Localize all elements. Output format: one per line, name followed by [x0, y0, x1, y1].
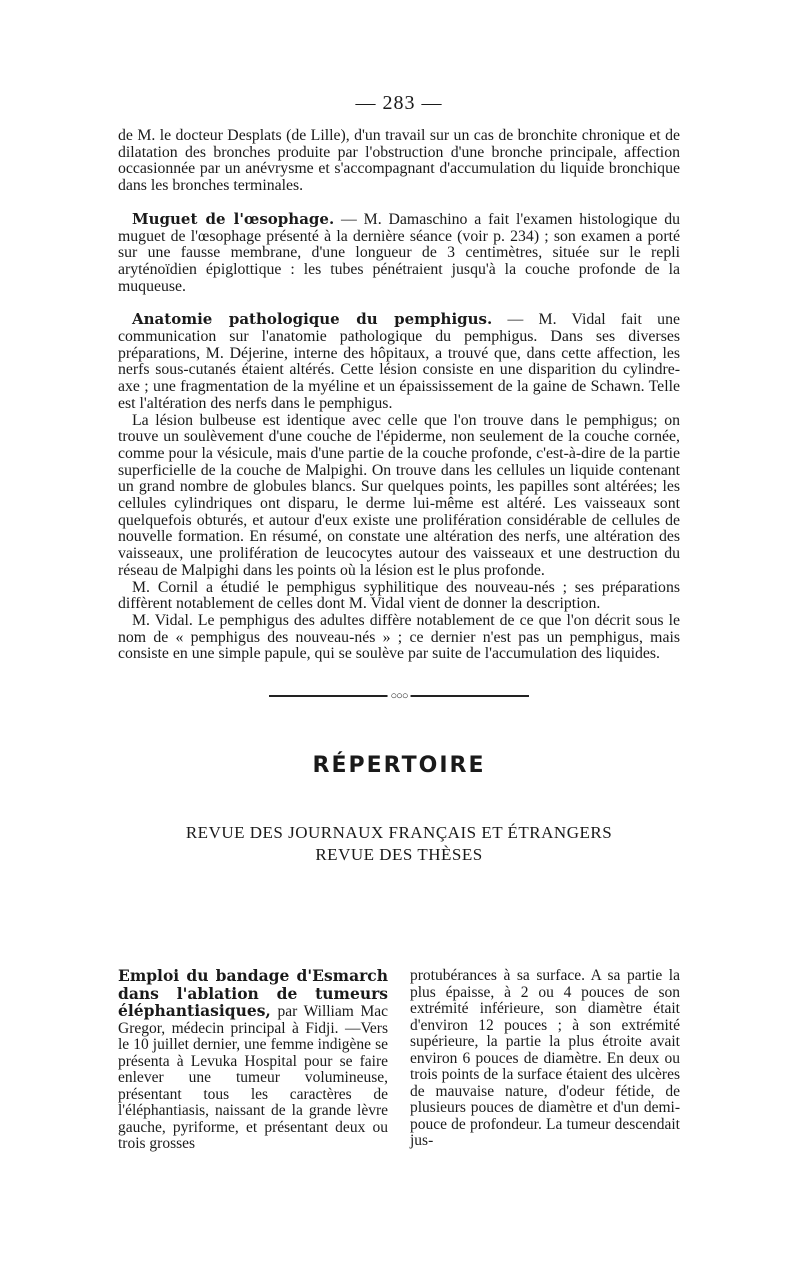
paragraph-desplats: de M. le docteur Desplats (de Lille), d'un travail sur un cas de bronchite chronique et de dilatation des bronches produite par l'obstruction d'une bronche principale, affection occasionnée par un anévrysme et s'accompagnant d'accumulation du liquide bronchique dans les bronches terminales. [118, 127, 680, 195]
text-muguet: — M. Damaschino a fait l'examen histologique du muguet de l'œsophage présenté à la dernière séance (voir p. 234) ; son examen a porté sur une fausse membrane, d'une longueur de 3 centimètres, située sur le repli aryténoïdien épiglottique : les tubes pénétraient jusqu'à la couche profonde de la muqueuse. [118, 210, 680, 295]
text-esmarch: par William Mac Gregor, médecin principal à Fidji. —Vers le 10 juillet dernier, une femme indigène se présenta à Levuka Hospital pour se faire enlever une tumeur volumineuse, présentant tous les caractères de l'éléphantiasis, naissant de la grande lèvre gauche, pyriforme, et présentant deux ou trois grosses [118, 1003, 388, 1152]
subtitle-revue-theses: REVUE DES THÈSES [315, 845, 483, 865]
paragraph-lesion: La lésion bulbeuse est identique avec celle que l'on trouve dans le pemphigus; on trouve un soulèvement d'une couche de l'épiderme, non seulement de la couche cornée, comme pour la vésicule, mais d'une partie de la couche profonde, c'est-à-dire de la partie superficielle de la couche de Malpighi. On trouve dans les cellules un liquide contenant un grand nombre de globules blancs. Sur quelques points, les papilles sont altérées; les cellules cylindriques ont disparu, le derme lui-même est altéré. Les vaisseaux sont quelquefois obturés, et autour d'eux existe une prolifération considérable de cellules de nouvelle formation. En résumé, on constate une altération des nerfs, une altération des vaisseaux, une prolifération de leucocytes autour des vaisseaux et une destruction du réseau de Malpighi dans les points où la lésion est le plus profonde. [118, 411, 680, 579]
subtitle-revue-journaux: REVUE DES JOURNAUX FRANÇAIS ET ÉTRANGERS [185, 823, 613, 843]
page-body [118, 88, 680, 866]
two-column-section [118, 968, 680, 1153]
ornamental-divider [269, 689, 529, 703]
article-esmarch [118, 968, 388, 1153]
section-muguet [118, 211, 680, 296]
column-left [118, 968, 388, 1153]
column-right [410, 968, 680, 1153]
heading-anatomie: Anatomie pathologique du pemphigus. [132, 310, 493, 329]
text-anatomie: — M. Vidal fait une communication sur l'anatomie pathologique du pemphigus. Dans ses diverses préparations, M. Déjerine, interne des hôpitaux, a trouvé que, dans cette affection, les nerfs sous-cutanés étaient altérés. Cette lésion consiste en une disparition du cylindre-axe ; une fragmentation de la myéline et un épaississement de la gaine de Schawn. Telle est l'altération des nerfs dans le pemphigus. [118, 311, 680, 412]
page-number: — 283 — [355, 92, 443, 114]
paragraph-vidal: M. Vidal. Le pemphigus des adultes diffère notablement de ce que l'on décrit sous le nom de « pemphigus des nouveau-nés » ; ce dernier n'est pas un pemphigus, mais consiste en une simple papule, qui se soulève par suite de l'accumulation des liquides. [118, 611, 680, 663]
article-continuation: protubérances à sa surface. A sa partie la plus épaisse, à 2 ou 4 pouces de son extrémité inférieure, son diamètre était d'environ 12 pouces ; à son extrémité supérieure, la partie la plus étroite avait environ 6 pouces de diamètre. En deux ou trois points de la surface étaient des ulcères de mauvaise nature, d'odeur fétide, de plusieurs pouces de diamètre et d'un demi-pouce de profondeur. La tumeur descendait jus- [410, 967, 680, 1149]
divider-ornament: ○○○ [388, 689, 411, 703]
section-anatomie [118, 311, 680, 412]
heading-esmarch: Emploi du bandage d'Esmarch dans l'ablation de tumeurs éléphantiasiques, [118, 966, 388, 1020]
paragraph-cornil: M. Cornil a étudié le pemphigus syphilitique des nouveau-nés ; ses préparations diffèrent notablement de celles dont M. Vidal vient de donner la description. [118, 578, 680, 613]
heading-muguet: Muguet de l'œsophage. [132, 209, 335, 228]
section-title-repertoire: RÉPERTOIRE [312, 753, 486, 779]
